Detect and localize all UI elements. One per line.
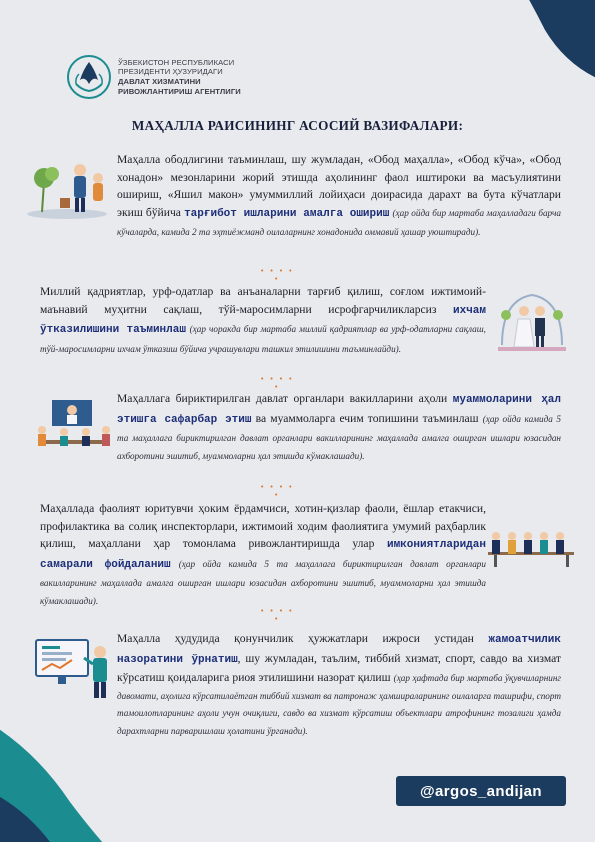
section-text: Миллий қадриятлар, урф-одатлар ва анъаналарни тарғиб қилиш, соғлом ижтимоий-маънавий муҳитни сақлаш, тўй-маросимларни исрофгарчиликларсиз	[40, 285, 486, 316]
duty-section-4	[40, 500, 486, 609]
section-text: Маҳалла ободлигини таъминлаш, шу жумладан, «Обод маҳалла», «Обод кўча», «Обод хонадон» мезонларини жорий этишда аҳолининг фаол иштироки ва масъулиятини ошириш, «Яшил макон» умуммиллий лойиҳаси доирасида дарахт ва бута кўчатлари экиш бўйича	[117, 153, 561, 219]
section-note: (ҳар ойда бир мартаба маҳалладаги барча кўчаларда, камида 2 та эҳтиёжманд оилаларнинг хонадонида оммавий ҳашар уюштиради).	[117, 207, 561, 237]
separator-dots: • • • • •	[260, 607, 294, 623]
section-text: Маҳалла ҳудудида қонунчилик ҳужжатлари ижроси устидан	[117, 632, 474, 645]
org-line: ПРЕЗИДЕНТИ ҲУЗУРИДАГИ	[118, 67, 223, 77]
agency-emblem-icon	[66, 54, 112, 100]
section-note: (ҳар ойда камида 5 та маҳаллага бириктирилган давлат органлари вакилларининг маҳаллада амалга оширган ишлари юзасидан ахборотини эшитиб, муаммоларни ҳал этишда кўмаклашади).	[117, 413, 562, 461]
page-title: МАҲАЛЛА РАИСИНИНГ АСОСИЙ ВАЗИФАЛАРИ:	[131, 118, 464, 133]
corner-decoration-top	[465, 0, 595, 130]
duty-section-3	[117, 390, 561, 464]
section-text: Маҳаллага бириктирилган давлат органлари вакилларини аҳоли	[117, 392, 448, 405]
section-text-after: ва муаммоларга ечим топишини таъминлаш	[255, 411, 479, 425]
section-text-after: , шу жумладан, таълим, тиббий хизмат, спорт, савдо ва хизмат кўрсатиш қоидаларига риоя этилишини назорат қилиш	[117, 651, 561, 684]
monitoring-illustration-icon	[28, 632, 118, 702]
section-highlight: жамоатчилик назоратини ўрнатиш	[117, 634, 561, 666]
section-note: (ҳар ойда камида 5 та маҳаллага бириктирилган давлат органлари вакилларининг маҳаллада амалга оширган ишлари юзасидан ахборотини эшитиб, муаммоларни ҳал этишда кўмаклашади).	[40, 558, 486, 606]
wedding-illustration-icon	[492, 285, 572, 355]
footer-handle: @argos_andijan	[396, 776, 566, 806]
header	[66, 54, 241, 100]
duty-section-2	[40, 283, 486, 357]
section-highlight: ихчам ўтказилишини таъминлаш	[40, 304, 486, 336]
separator-dots: • • • • •	[260, 375, 294, 391]
team-illustration-icon	[484, 522, 578, 570]
section-highlight: имкониятларидан самарали фойдаланиш	[40, 539, 486, 571]
section-text: Маҳаллада фаолият юритувчи ҳоким ёрдамчиси, хотин-қизлар фаоли, ёшлар етакчиси, профилактика ва солиқ инспекторлари, ижтимоий ходим фаолиятига умумий раҳбарлик қилиш, маҳаллани ҳар томонлама ривожлантиришда улар	[40, 502, 486, 550]
section-note: (ҳар ҳафтада бир мартаба ўқувчиларнинг давомати, аҳолига кўрсатилаётган тиббий хизмат ва патронаж ҳамшираларининг оилаларга ташрифи, спорт тамоилотларининг аҳоли учун очиқлиги, савдо ва хизмат кўрсатиш объектлари атрофининг тозалиги ҳамда дарахтларни парваришлаш ҳолатини ўрганади).	[117, 673, 562, 736]
org-line: ЎЗБЕКИСТОН РЕСПУБЛИКАСИ	[118, 57, 235, 67]
section-highlight: муаммоларини ҳал этишга сафарбар этиш	[117, 394, 561, 426]
section-highlight: тарғибот ишларини амалга ошириш	[184, 207, 390, 220]
duty-section-5	[117, 630, 561, 739]
separator-dots: • • • • •	[260, 483, 294, 499]
gardening-illustration-icon	[22, 152, 112, 222]
org-line: ДАВЛАТ ХИЗМАТИНИ	[118, 77, 201, 86]
section-note: (ҳар чоракда бир мартаба миллий қадриятлар ва урф-одатларни сақлаш, тўй-маросимларни ихчам ўтказиш бўйича учрашувлари ташкил этилишини таъминлайди).	[40, 324, 486, 354]
org-line: РИВОЖЛАНТИРИШ АГЕНТЛИГИ	[118, 86, 241, 96]
meeting-illustration-icon	[30, 398, 116, 458]
separator-dots: • • • • •	[260, 267, 294, 283]
organization-name	[118, 58, 241, 96]
duty-section-1	[117, 151, 561, 241]
